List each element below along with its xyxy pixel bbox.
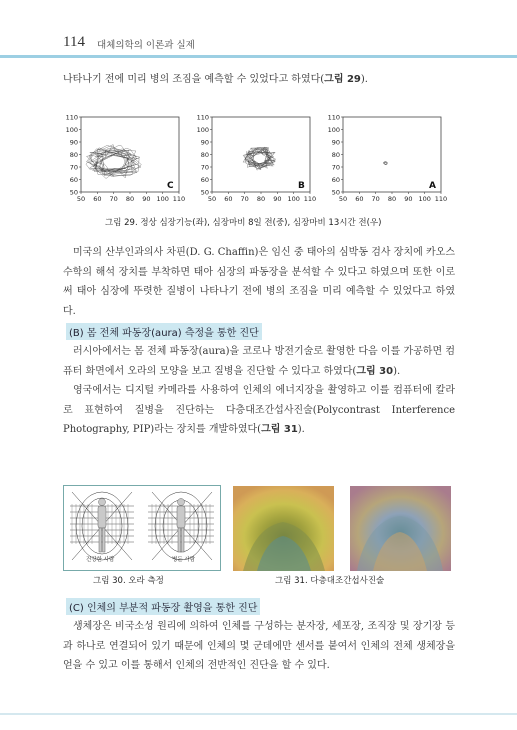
x-tick-label: 60 [224, 195, 233, 203]
page-number: 114 [63, 34, 85, 50]
y-tick-label: 90 [331, 138, 340, 147]
x-tick-label: 70 [371, 195, 380, 203]
chart-label: C [167, 181, 174, 191]
figure-31-pip-images [233, 486, 451, 571]
x-tick-label: 60 [93, 195, 102, 203]
figure-29-caption: 그림 29. 정상 심장기능(좌), 심장마비 8일 전(중), 심장마비 13시간 전(우) [105, 218, 382, 228]
book-title: 대체의학의 이론과 실제 [97, 40, 195, 51]
attractor-chart-c [63, 112, 186, 208]
x-tick-label: 50 [207, 195, 217, 203]
x-tick-label: 70 [240, 195, 249, 203]
footer-rule [0, 713, 517, 715]
paragraph-russia: 러시아에서는 몸 전체 파동장(aura)을 코로나 방전기술로 촬영한 다음 이를 가공하면 컴퓨터 화면에서 오라의 모양을 보고 질병을 진단할 수 있다고 하였다(그림 30). [63, 346, 455, 377]
y-tick-label: 60 [331, 176, 340, 184]
x-tick-label: 90 [142, 195, 151, 203]
figure-31-caption: 그림 31. 다층대조간섭사진술 [275, 576, 385, 586]
y-tick-label: 110 [65, 113, 78, 122]
chart-label: A [429, 181, 436, 191]
y-tick-label: 70 [200, 163, 209, 172]
chart-label: B [298, 181, 305, 191]
x-tick-label: 110 [172, 195, 186, 203]
section-c-heading: (C) 인체의 부분적 파동장 촬영을 통한 진단 [66, 598, 260, 615]
section-b-heading: (B) 몸 전체 파동장(aura) 측정을 통한 진단 [66, 323, 262, 340]
x-tick-label: 50 [338, 195, 348, 203]
y-tick-label: 90 [69, 138, 78, 147]
y-tick-label: 50 [331, 188, 340, 197]
plot-frame [343, 117, 441, 192]
y-tick-label: 110 [327, 113, 340, 122]
attractor-trace [86, 145, 141, 179]
x-tick-label: 80 [125, 195, 135, 203]
figure-30-aura-image [63, 485, 221, 571]
x-tick-label: 80 [387, 195, 397, 203]
figure-29 [63, 112, 448, 208]
paragraph-chaffin: 미국의 산부인과의사 차핀(D. G. Chaffin)은 임신 중 태아의 심박동 검사 장치에 카오스 수학의 해석 장치를 부착하면 태아 심장의 파동장을 분석할 수 있다고 하였으며 또한 이로써 태아 심장에 뚜렷한 질병이 나타나기 전에 병의 조짐을 미리 예측할 수 있었다고 하였다. [63, 247, 455, 317]
x-tick-label: 50 [76, 195, 86, 203]
y-tick-label: 60 [200, 176, 209, 184]
x-tick-label: 100 [418, 195, 431, 203]
x-tick-label: 60 [355, 195, 364, 203]
x-tick-label: 80 [256, 195, 266, 203]
y-tick-label: 80 [69, 151, 78, 159]
attractor-chart-a [325, 112, 448, 208]
page-header [0, 0, 517, 60]
attractor-trace [243, 147, 276, 170]
paragraph-biofield: 생체장은 비국소성 원리에 의하여 인체를 구성하는 분자장, 세포장, 조직장 및 장기장 등과 하나로 연결되어 있기 때문에 인체의 몇 군데에만 센서를 붙여서 인체의 전체 생체장을 얻을 수 있고 이를 통해서 인체의 전반적인 진단을 할 수 있다. [63, 621, 455, 671]
y-tick-label: 80 [331, 151, 340, 159]
plot-frame [212, 117, 310, 192]
label-sick: 병든 사람 [172, 557, 196, 563]
y-tick-label: 50 [69, 188, 78, 197]
x-tick-label: 70 [109, 195, 118, 203]
y-tick-label: 100 [327, 126, 340, 134]
aura-diagram [64, 486, 220, 570]
y-tick-label: 80 [200, 151, 209, 159]
x-tick-label: 90 [404, 195, 413, 203]
y-tick-label: 60 [69, 176, 78, 184]
figure-30-caption: 그림 30. 오라 측정 [93, 576, 164, 586]
figure-ref: 그림 29 [324, 74, 361, 85]
y-tick-label: 100 [196, 126, 209, 134]
x-tick-label: 100 [156, 195, 169, 203]
y-tick-label: 70 [331, 163, 340, 172]
y-tick-label: 100 [65, 126, 78, 134]
x-tick-label: 110 [434, 195, 448, 203]
attractor-trace [383, 161, 388, 165]
label-healthy: 건강한 사람 [86, 557, 115, 563]
paragraph-top: 나타나기 전에 미리 병의 조짐을 예측할 수 있었다고 하였다(그림 29). [63, 74, 368, 85]
y-tick-label: 50 [200, 188, 209, 197]
y-tick-label: 90 [200, 138, 209, 147]
y-tick-label: 70 [69, 163, 78, 172]
x-tick-label: 100 [287, 195, 300, 203]
header-rule [0, 55, 517, 58]
x-tick-label: 90 [273, 195, 282, 203]
paragraph-uk: 영국에서는 디지털 카메라를 사용하여 인체의 에너지장을 촬영하고 이를 컴퓨터에 칼라로 표현하여 질병을 진단하는 다층대조간섭사진술(Polycontrast Interference Photography, PIP)라는 장치를 개발하였다(그림 31). [63, 385, 455, 435]
y-tick-label: 110 [196, 113, 209, 122]
attractor-chart-b [194, 112, 317, 208]
x-tick-label: 110 [303, 195, 317, 203]
